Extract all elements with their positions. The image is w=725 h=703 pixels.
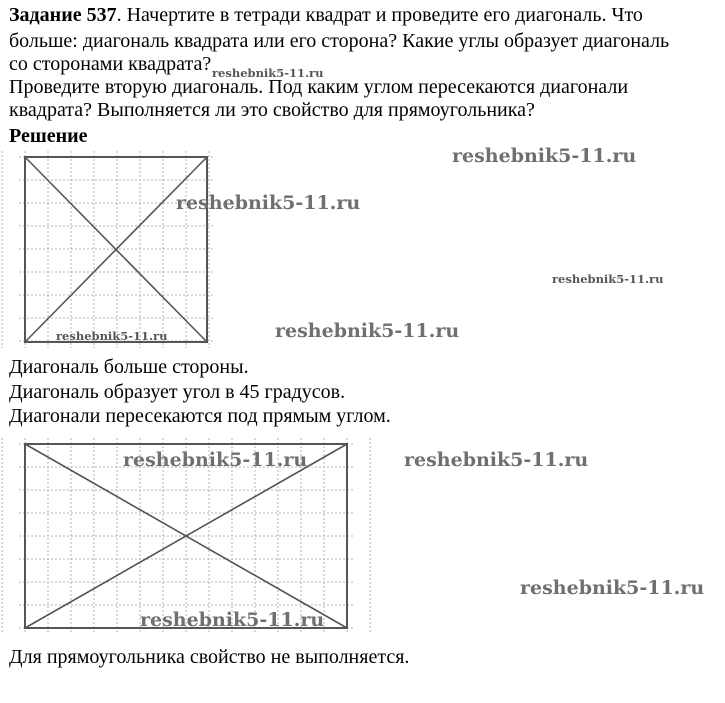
watermark: reshebnik5-11.ru <box>552 272 664 286</box>
task-line-5: квадрата? Выполняется ли это свойство для прямоугольника? <box>9 99 535 121</box>
square-grid <box>2 145 213 355</box>
task-line-1 <box>9 4 643 26</box>
watermark: reshebnik5-11.ru <box>140 609 325 631</box>
watermark: reshebnik5-11.ru <box>275 320 460 342</box>
task-line-2: больше: диагональ квадрата или его сторона? Какие углы образует диагональ <box>9 30 670 52</box>
task-line-4: Проведите вторую диагональ. Под каким углом пересекаются диагонали <box>9 76 629 98</box>
watermark: reshebnik5-11.ru <box>520 577 705 599</box>
solution-heading: Решение <box>9 125 88 147</box>
task-title: Задание 537 <box>9 4 117 26</box>
answer-1: Диагональ больше стороны. <box>9 356 249 378</box>
watermark: reshebnik5-11.ru <box>123 449 308 471</box>
square-figure <box>0 145 240 355</box>
watermark: reshebnik5-11.ru <box>452 145 637 167</box>
watermark: reshebnik5-11.ru <box>176 192 361 214</box>
task-text-1: . Начертите в тетради квадрат и проведите его диагональ. Что <box>116 4 643 26</box>
watermark: reshebnik5-11.ru <box>404 449 589 471</box>
answer-3: Диагонали пересекаются под прямым углом. <box>9 405 391 427</box>
answer-2: Диагональ образует угол в 45 градусов. <box>9 381 346 403</box>
conclusion: Для прямоугольника свойство не выполняется. <box>9 646 410 668</box>
task-line-3: со сторонами квадрата? <box>9 53 212 75</box>
watermark: reshebnik5-11.ru <box>56 329 168 343</box>
watermark: reshebnik5-11.ru <box>212 66 324 80</box>
